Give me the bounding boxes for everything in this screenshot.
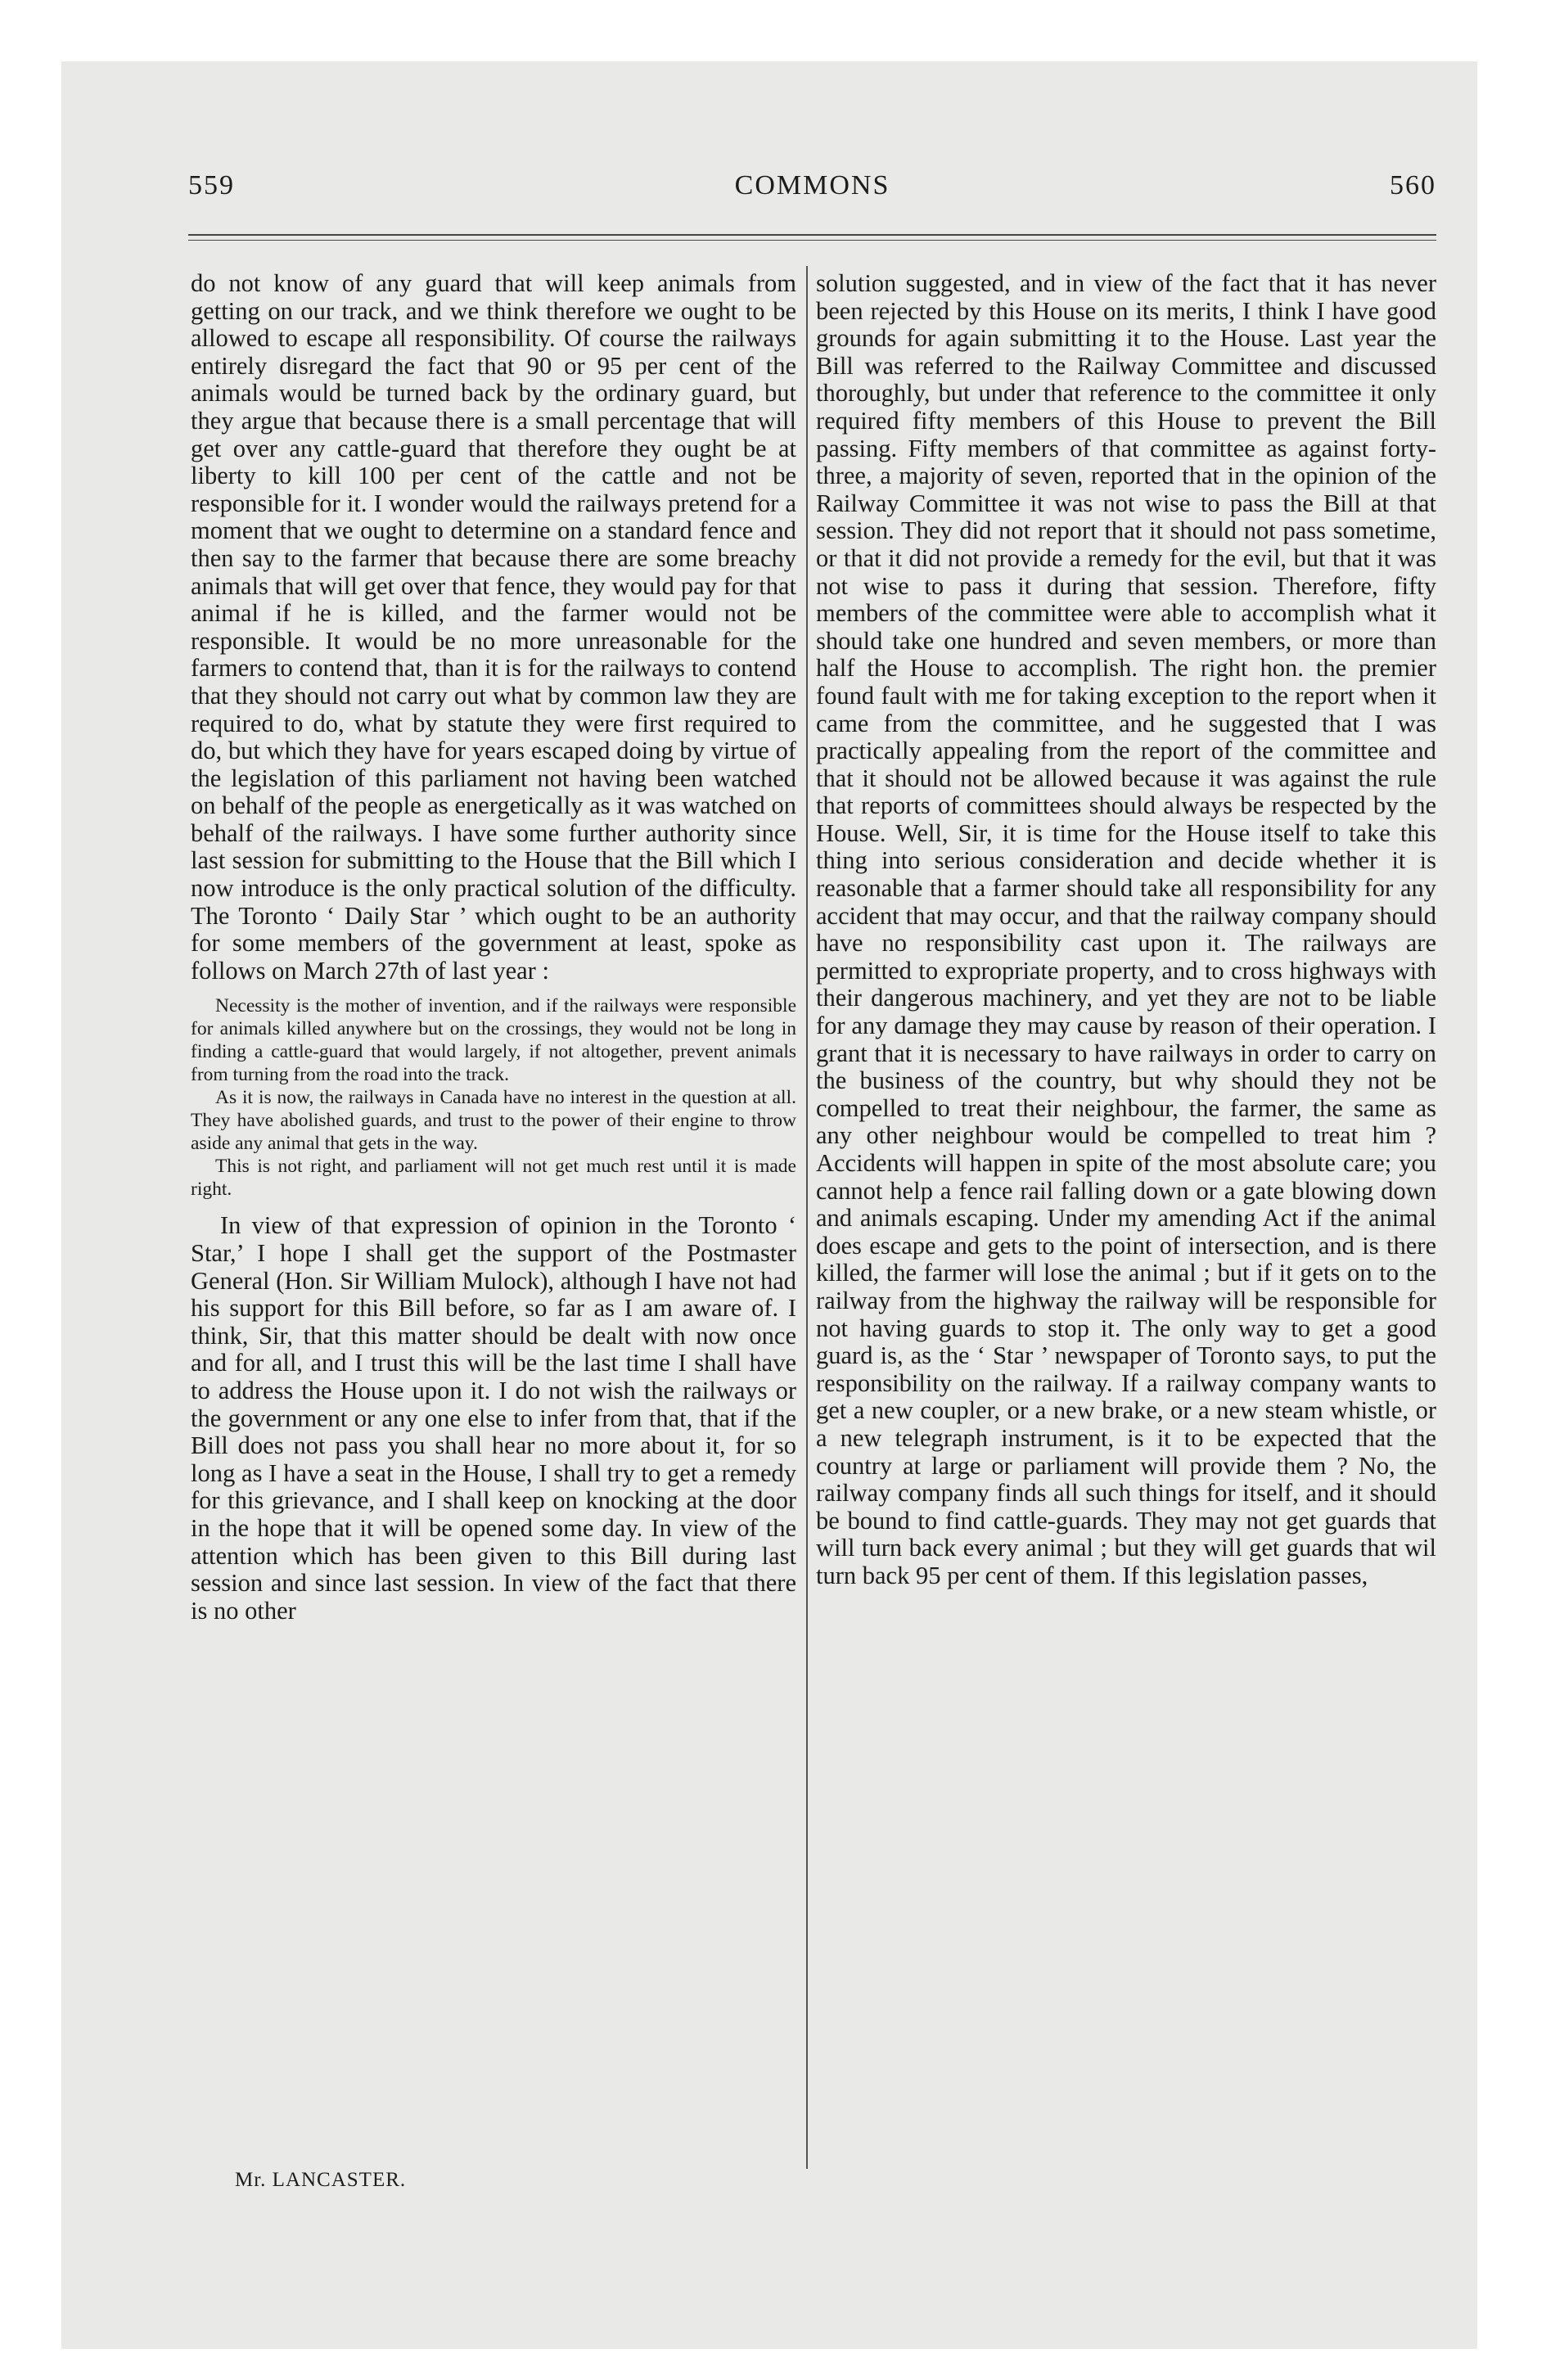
page-header: [188, 170, 1436, 211]
quote-paragraph: Necessity is the mother of invention, and if the railways were responsible for animals killed anywhere but on the crossings, they would not be long in finding a cattle-guard that would largely, if not altogether, prevent animals from turning from the road into the track.: [191, 995, 796, 1086]
left-column: [191, 270, 796, 1625]
page-number-right: 560: [1390, 170, 1436, 201]
page-number-left: 559: [188, 170, 235, 201]
left-paragraph: do not know of any guard that will keep animals from getting on our track, and we think therefore we ought to be allowed to escape all responsibility. Of course the railways entirely disregard the fact that 90 or 95 per cent of the animals would be turned back by the ordinary guard, but they argue that because there is a small percentage that will get over any cattle-guard that therefore they ought be at liberty to kill 100 per cent of the cattle and not be responsible for it. I wonder would the railways pretend for a moment that we ought to determine on a standard fence and then say to the farmer that because there are some breachy animals that will get over that fence, they would pay for that animal if he is killed, and the farmer would not be responsible. It would be no more unreasonable for the farmers to contend that, than it is for the railways to contend that they should not carry out what by common law they are required to do, what by statute they were first required to do, but which they have for years escaped doing by virtue of the legislation of this parliament not having been watched on behalf of the people as energetically as it was watched on behalf of the railways. I have some further authority since last session for submitting to the House that the Bill which I now introduce is the only practical solution of the difficulty. The Toronto ‘ Daily Star ’ which ought to be an authority for some members of the government at least, spoke as follows on March 27th of last year :: [191, 269, 796, 985]
header-rule: [188, 234, 1436, 236]
page-title: COMMONS: [734, 170, 890, 201]
quote-paragraph: This is not right, and parliament will not get much rest until it is made right.: [191, 1156, 796, 1201]
column-divider: [806, 266, 808, 2169]
left-paragraph: In view of that expression of opinion in the Toronto ‘ Star,’ I hope I shall get the support of the Postmaster General (Hon. Sir William Mulock), although I have not had his support for this Bill before, so far as I am aware of. I think, Sir, that this matter should be dealt with now once and for all, and I trust this will be the last time I shall have to address the House upon it. I do not wish the railways or the government or any one else to infer from that, that if the Bill does not pass you shall hear no more about it, for so long as I have a seat in the House, I shall try to get a remedy for this grievance, and I shall keep on knocking at the door in the hope that it will be opened some day. In view of the attention which has been given to this Bill during last session and since last session. In view of the fact that there is no other: [191, 1211, 796, 1625]
newspaper-quote: [191, 994, 796, 1201]
right-column: [816, 270, 1436, 1590]
speaker-footer: Mr. LANCASTER.: [235, 2169, 407, 2191]
header-rule-thin: [188, 240, 1436, 241]
right-paragraph: solution suggested, and in view of the fact that it has never been rejected by this House on its merits, I think I have good grounds for again submitting it to the House. Last year the Bill was referred to the Railway Committee and discussed thoroughly, but under that reference to the committee it only required fifty members of this House to prevent the Bill passing. Fifty members of that committee as against forty-three, a majority of seven, reported that in the opinion of the Railway Committee it was not wise to pass the Bill at that session. They did not report that it should not pass sometime, or that it did not provide a remedy for the evil, but that it was not wise to pass it during that session. Therefore, fifty members of the committee were able to accomplish what it should take one hundred and seven members, or more than half the House to accomplish. The right hon. the premier found fault with me for taking exception to the report when it came from the committee, and he suggested that I was practically appealing from the report of the committee and that it should not be allowed because it was against the rule that reports of committees should always be respected by the House. Well, Sir, it is time for the House itself to take this thing into serious consideration and decide whether it is reasonable that a farmer should take all responsibility for any accident that may occur, and that the railway company should have no responsibility cast upon it. The railways are permitted to expropriate property, and to cross highways with their dangerous machinery, and yet they are not to be liable for any damage they may cause by reason of their operation. I grant that it is necessary to have railways in order to carry on the business of the country, but why should they not be compelled to treat their neighbour, the farmer, the same as any other neighbour would be compelled to treat him ? Accidents will happen in spite of the most absolute care; you cannot help a fence rail falling down or a gate blowing down and animals escaping. Under my amending Act if the animal does escape and gets to the point of intersection, and is there killed, the farmer will lose the animal ; but if it gets on to the railway from the highway the railway will be responsible for not having guards to stop it. The only way to get a good guard is, as the ‘ Star ’ newspaper of Toronto says, to put the responsibility on the railway. If a railway company wants to get a new coupler, or a new brake, or a new steam whistle, or a new telegraph instrument, is it to be expected that the country at large or parliament will provide them ? No, the railway company finds all such things for itself, and it should be bound to find cattle-guards. They may not get guards that will turn back every animal ; but they will get guards that wil turn back 95 per cent of them. If this legislation passes,: [816, 269, 1436, 1589]
quote-paragraph: As it is now, the railways in Canada have no interest in the question at all. They have abolished guards, and trust to the power of their engine to throw aside any animal that gets in the way.: [191, 1087, 796, 1155]
